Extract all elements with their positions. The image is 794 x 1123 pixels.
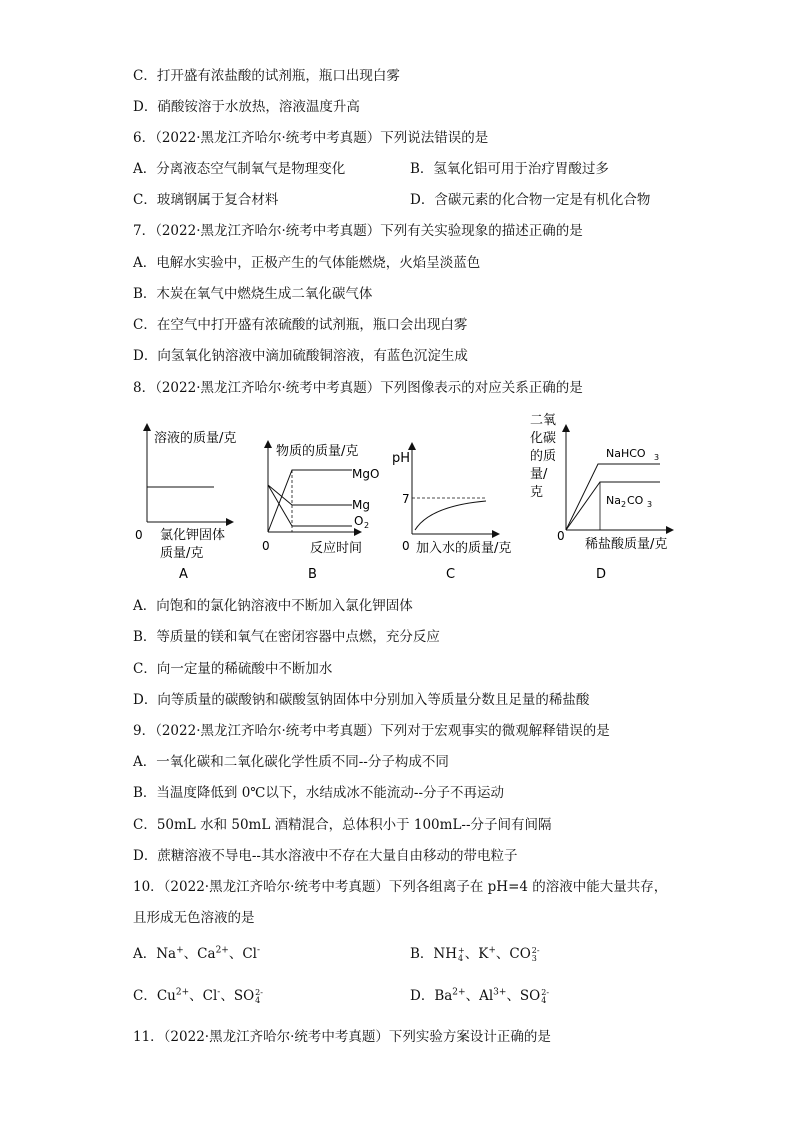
q10-b-co: 、CO [495, 946, 531, 962]
figure-c-ylabel: pH [392, 451, 411, 466]
figure-a-xlabel1: 氯化钾固体 [160, 528, 226, 543]
figure-a [135, 427, 236, 582]
figure-d-label-co: CO [627, 494, 644, 507]
q10-a-cl: 、Cl [228, 946, 257, 962]
q8-figures [130, 410, 690, 580]
figure-d-label-co-sub: 3 [647, 500, 653, 509]
q11-stem: 11．（2022·黑龙江齐哈尔·统考中考真题）下列实验方案设计正确的是 [133, 1029, 551, 1045]
figure-d-label-nahco3-sub: 3 [654, 453, 660, 462]
figure-a-xlabel2: 质量/克 [160, 546, 204, 561]
q10-c-cu-charge: 2+ [175, 987, 190, 998]
figure-b-label-mgo: MgO [352, 467, 380, 481]
q10-b-nh4-sub: 4 [458, 953, 464, 963]
q8-option-b: B．等质量的镁和氧气在密闭容器中点燃，充分反应 [133, 629, 440, 645]
q10-stem: 10．（2022·黑龙江齐哈尔·统考中考真题）下列各组离子在 pH=4 的溶液中能大量共存， [133, 879, 668, 895]
q10-a-ca: 、Ca [183, 946, 216, 962]
q10-b-co3-stack [532, 947, 540, 963]
q10-b-k-charge: + [488, 945, 496, 956]
figure-d-ylabel-4: 克 [530, 485, 544, 500]
q10-d-ba-charge: 2+ [452, 987, 466, 998]
q10-b-nh4-charge: + [458, 945, 465, 955]
q10-d-al: 、Al [465, 988, 494, 1004]
q10-c-cl-charge: - [217, 987, 221, 998]
figure-d-caption: D [596, 567, 607, 582]
q9-option-a: A．一氧化碳和二氧化碳化学性质不同--分子构成不同 [133, 754, 449, 770]
figure-b-xlabel: 反应时间 [310, 541, 363, 556]
figure-b-label-o: O [354, 514, 364, 528]
q7-option-c: C．在空气中打开盛有浓硫酸的试剂瓶，瓶口会出现白雾 [133, 317, 468, 333]
q10-b-nh: B．NH [410, 946, 458, 962]
q5-option-d: D．硝酸铵溶于水放热，溶液温度升高 [133, 99, 360, 115]
figure-d-xlabel: 稀盐酸质量/克 [585, 537, 668, 552]
figure-c-tick-7: 7 [402, 492, 410, 506]
figure-b-caption: B [308, 567, 317, 582]
figure-b-origin: 0 [262, 539, 270, 553]
q10-a-cl-charge: - [257, 945, 261, 956]
q7-option-b: B．木炭在氧气中燃烧生成二氧化碳气体 [133, 286, 373, 302]
figure-d [530, 413, 670, 582]
q10-a-na-charge: + [176, 945, 184, 956]
q10-option-d [410, 987, 549, 1005]
q10-b-nh4-stack [458, 947, 465, 963]
figure-a-origin: 0 [135, 528, 143, 542]
figure-c-curve [415, 501, 486, 530]
q8-option-c: C．向一定量的稀硫酸中不断加水 [133, 661, 333, 677]
figure-b-line-mg [268, 485, 352, 505]
figure-a-caption: A [179, 567, 188, 582]
figure-b-ylabel: 物质的质量/克 [276, 444, 359, 459]
q10-d-so: 、SO [506, 988, 541, 1004]
figure-b-label-mg: Mg [352, 498, 370, 512]
q8-stem: 8．（2022·黑龙江齐哈尔·统考中考真题）下列图像表示的对应关系正确的是 [133, 380, 583, 396]
q6-option-d: D．含碳元素的化合物一定是有机化合物 [410, 192, 651, 208]
q9-option-c: C．50mL 水和 50mL 酒精混合，总体积小于 100mL--分子间有间隔 [133, 817, 552, 833]
q10-c-cl: 、Cl [189, 988, 218, 1004]
figure-d-ylabel-0: 二氧 [530, 413, 557, 428]
q7-option-a: A．电解水实验中，正极产生的气体能燃烧，火焰呈淡蓝色 [133, 255, 481, 271]
q9-option-b: B．当温度降低到 0℃以下，水结成冰不能流动--分子不再运动 [133, 785, 505, 801]
q10-c-so4-charge: 2- [255, 987, 263, 997]
figure-c-caption: C [446, 567, 456, 582]
q10-a-ca-charge: 2+ [215, 945, 229, 956]
q7-stem: 7．（2022·黑龙江齐哈尔·统考中考真题）下列有关实验现象的描述正确的是 [133, 223, 583, 239]
figure-b [262, 443, 379, 582]
figure-d-label-nahco3: NaHCO [606, 447, 646, 460]
q10-option-a [133, 945, 260, 963]
q10-c-so4-stack [255, 989, 263, 1005]
q9-option-d: D．蔗糖溶液不导电--其水溶液中不存在大量自由移动的带电粒子 [133, 848, 518, 864]
q6-option-b: B．氢氧化铝可用于治疗胃酸过多 [410, 161, 609, 177]
figure-c-origin: 0 [402, 539, 410, 553]
q10-b-co3-charge: 2- [531, 945, 540, 955]
figure-d-label-na-sub: 2 [621, 500, 627, 509]
q8-option-a: A．向饱和的氯化钠溶液中不断加入氯化钾固体 [133, 598, 413, 614]
q10-option-c [133, 987, 263, 1005]
q5-option-c: C．打开盛有浓盐酸的试剂瓶，瓶口出现白雾 [133, 68, 400, 84]
q10-a-na: A．Na [133, 946, 177, 962]
q10-b-co3-sub: 3 [531, 953, 537, 963]
figure-c-xlabel: 加入水的质量/克 [416, 541, 512, 556]
figure-d-ylabel-3: 量/ [530, 467, 548, 482]
q10-d-so4-sub: 4 [541, 995, 547, 1005]
q9-stem: 9．（2022·黑龙江齐哈尔·统考中考真题）下列对于宏观事实的微观解释错误的是 [133, 723, 610, 739]
figure-d-label-na: Na [606, 494, 621, 507]
figure-d-origin: 0 [557, 529, 565, 543]
q10-c-so4-sub: 4 [255, 995, 261, 1005]
figure-d-ylabel-1: 化碳 [530, 431, 557, 446]
q10-d-ba: D．Ba [410, 988, 453, 1004]
q6-stem: 6．（2022·黑龙江齐哈尔·统考中考真题）下列说法错误的是 [133, 130, 489, 146]
q6-option-a: A．分离液态空气制氧气是物理变化 [133, 161, 346, 177]
q6-option-c: C．玻璃钢属于复合材料 [133, 192, 279, 208]
q10-d-al-charge: 3+ [493, 987, 507, 998]
q10-stem-cont: 且形成无色溶液的是 [133, 910, 255, 926]
q10-c-so: 、SO [220, 988, 255, 1004]
figure-b-label-o-sub: 2 [364, 521, 370, 530]
q10-option-b [410, 945, 540, 963]
q10-c-cu: C．Cu [133, 988, 176, 1004]
figure-d-ylabel-2: 的质 [530, 449, 557, 464]
q10-d-so4-charge: 2- [541, 987, 550, 997]
q7-option-d: D．向氢氧化钠溶液中滴加硫酸铜溶液，有蓝色沉淀生成 [133, 348, 468, 364]
q10-d-so4-stack [541, 989, 549, 1005]
figure-b-line-mgo [268, 470, 352, 532]
q10-b-k: 、K [464, 946, 489, 962]
figure-c [392, 446, 511, 582]
q8-option-d: D．向等质量的碳酸钠和碳酸氢钠固体中分别加入等质量分数且足量的稀盐酸 [133, 692, 590, 708]
figure-a-ylabel: 溶液的质量/克 [154, 431, 237, 446]
